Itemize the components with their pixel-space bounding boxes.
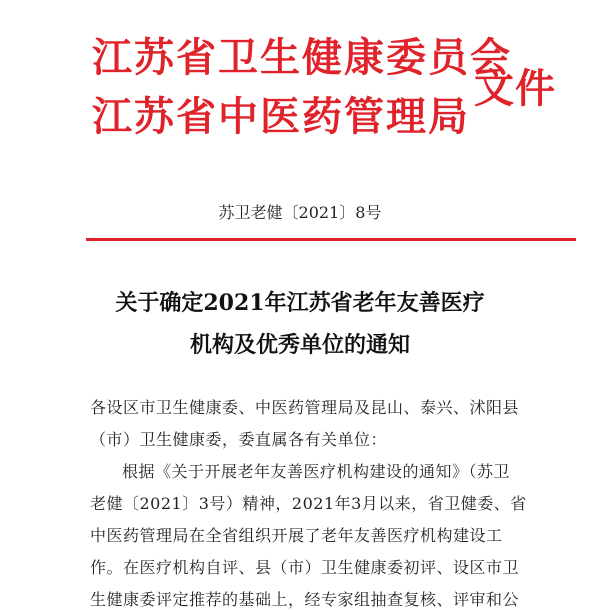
body-paragraph-line: 作。在医疗机构自评、县（市）卫生健康委初评、设区市卫 xyxy=(90,558,520,577)
body-paragraph-line: 老健〔2021〕3号）精神，2021年3月以来，省卫健委、省 xyxy=(90,494,527,513)
body-paragraph-line: 根据《关于开展老年友善医疗机构建设的通知》（苏卫 xyxy=(122,462,511,481)
notice-title-line-1: 关于确定2021年江苏省老年友善医疗 xyxy=(115,290,485,316)
body-line-addressees: 各设区市卫生健康委、中医药管理局及昆山、泰兴、沭阳县 xyxy=(90,398,520,417)
red-divider-line xyxy=(86,238,576,241)
notice-title-line-2: 机构及优秀单位的通知 xyxy=(189,332,410,358)
issuer-name-tcm-bureau: 江苏省中医药管理局 xyxy=(92,93,470,140)
document-type-label: 文件 xyxy=(474,65,556,112)
body-paragraph-line: 生健康委评定推荐的基础上，经专家组抽查复核、评审和公 xyxy=(90,590,520,609)
body-paragraph-line: 中医药管理局在全省组织开展了老年友善医疗机构建设工 xyxy=(90,526,503,545)
issuer-name-health-commission: 江苏省卫生健康委员会 xyxy=(92,34,512,81)
body-line-addressees-cont: （市）卫生健康委，委直属各有关单位： xyxy=(90,430,388,449)
document-number: 苏卫老健〔2021〕8号 xyxy=(218,203,382,222)
